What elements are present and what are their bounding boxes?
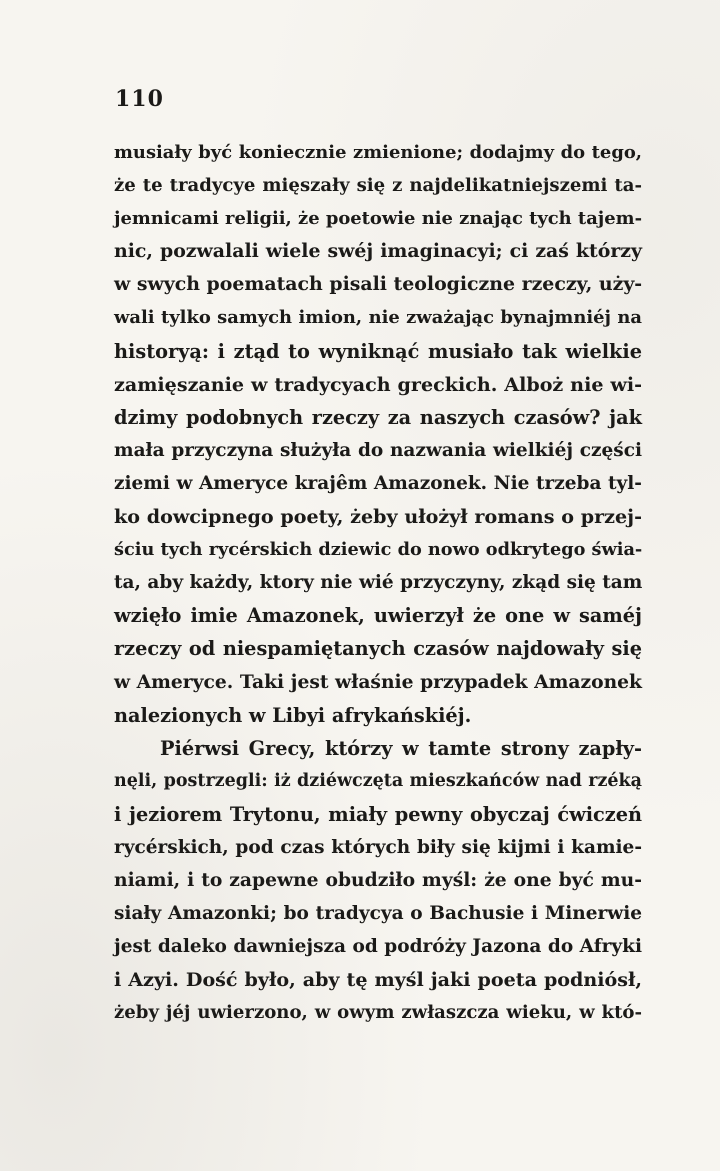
text-line: ściu tych rycérskich dziewic do nowo odkrytego świa- xyxy=(114,539,643,561)
text-line: mała przyczyna służyła do nazwania wielkiéj części xyxy=(114,439,642,461)
text-line: wzięło imie Amazonek, uwierzył że one w saméj xyxy=(114,604,642,628)
text-line: nęli, postrzegli: iż dziéwczęta mieszkańców nad rzéką xyxy=(114,770,642,791)
text-line: i Azyi. Dość było, aby tę myśl jaki poeta podniósł, xyxy=(114,968,642,992)
text-line: ko dowcipnego poety, żeby ułożył romans o przej- xyxy=(114,505,642,529)
text-line: niami, i to zapewne obudziło myśl: że one być mu- xyxy=(114,869,642,892)
text-line: i jeziorem Trytonu, miały pewny obyczaj ćwiczeń xyxy=(114,802,642,826)
text-line: jest daleko dawniejsza od podróży Jazona do Afryki xyxy=(114,936,642,958)
paragraph-end-line: nalezionych w Libyi afrykańskiéj. xyxy=(114,703,472,727)
text-line: rycérskich, pod czas których biły się kijmi i kamie- xyxy=(114,836,642,858)
paragraph-start-line: Piérwsi Grecy, którzy w tamte strony zapły- xyxy=(160,736,642,760)
text-line: ziemi w Ameryce krajêm Amazonek. Nie trzeba tyl- xyxy=(114,472,642,494)
text-line: zamięszanie w tradycyach greckich. Alboż nie wi- xyxy=(114,372,642,396)
text-line: w Ameryce. Taki jest właśnie przypadek Amazonek xyxy=(114,670,642,693)
text-line: w swych poematach pisali teologiczne rzeczy, uży- xyxy=(114,273,643,296)
text-line: rzeczy od niespamiętanych czasów najdowały się xyxy=(114,637,642,661)
text-line: ta, aby każdy, ktory nie wié przyczyny, zkąd się tam xyxy=(114,572,643,594)
text-line: wali tylko samych imion, nie zważając bynajmniéj na xyxy=(114,307,642,329)
text-line: musiały być koniecznie zmienione; dodajmy do tego, xyxy=(114,142,642,163)
page-number: 110 xyxy=(115,86,164,112)
text-line: historyą: i ztąd to wyniknąć musiało tak wielkie xyxy=(114,339,642,363)
text-line: żeby jéj uwierzono, w owym zwłaszcza wieku, w któ- xyxy=(114,1002,642,1024)
text-line: nic, pozwalali wiele swéj imaginacyi; ci zaś którzy xyxy=(114,240,642,263)
text-line: siały Amazonki; bo tradycya o Bachusie i Minerwie xyxy=(114,903,642,925)
text-line: dzimy podobnych rzeczy za naszych czasów? jak xyxy=(114,405,642,429)
text-line: że te tradycye mięszały się z najdelikatniejszemi ta- xyxy=(114,175,642,197)
text-line: jemnicami religii, że poetowie nie znając tych tajem- xyxy=(114,208,642,230)
body-text xyxy=(114,136,642,1030)
